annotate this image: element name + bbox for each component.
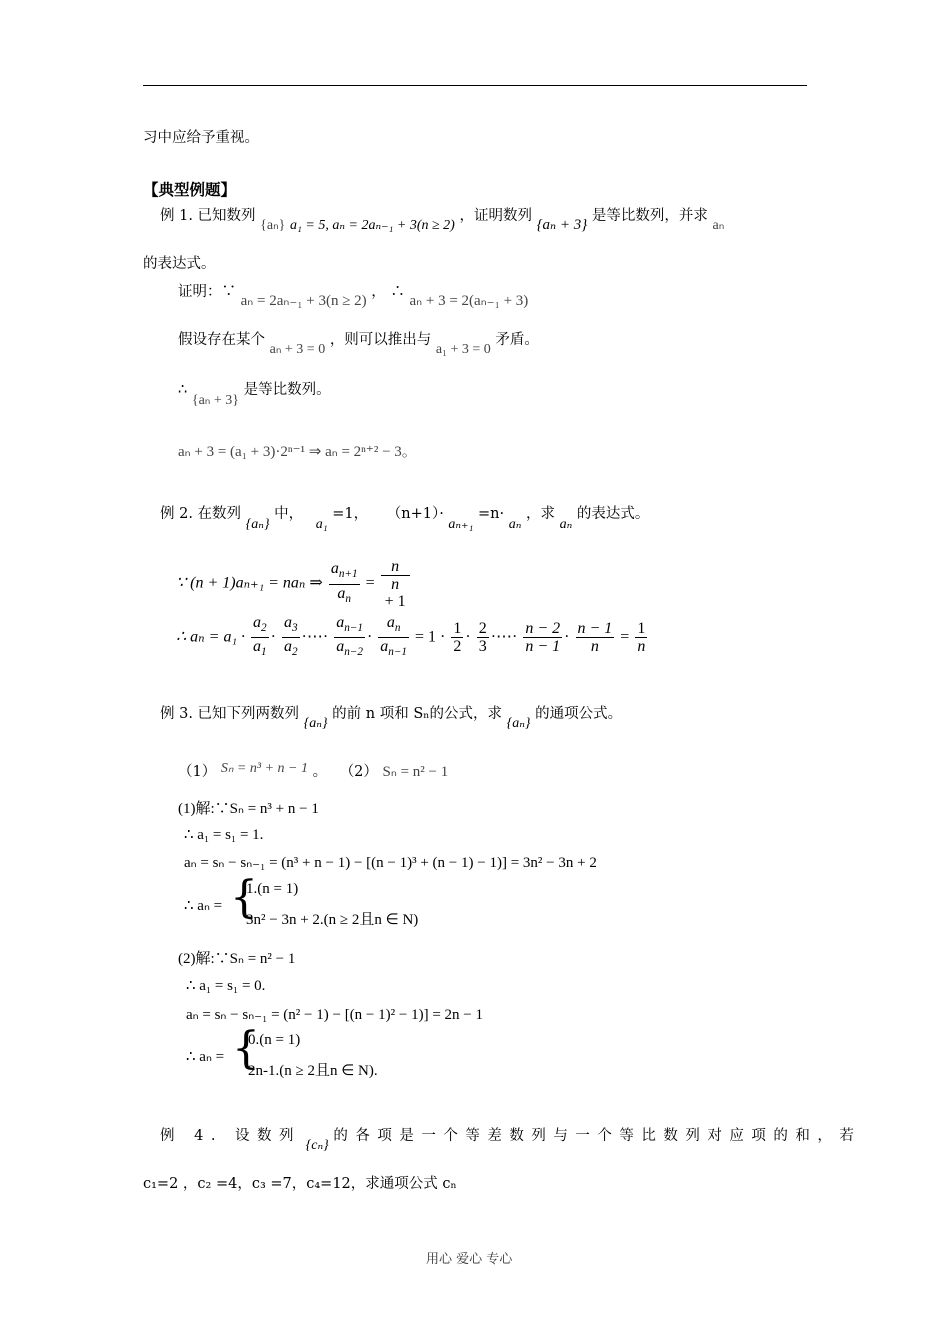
example-2-statement bbox=[160, 502, 650, 532]
ex1-assume-mid: ，则可以推出与 bbox=[329, 332, 432, 348]
ex1-proof-eq2: aₙ + 3 = 2(aₙ₋₁ + 3) bbox=[409, 293, 529, 309]
ex1-set: {aₙ} bbox=[260, 218, 286, 233]
ex3-solution-1-case-b: 3n² − 3n + 2.(n ≥ 2且n ∈ N) bbox=[246, 912, 419, 928]
ex3-case1-eq: Sₙ = n³ + n − 1 bbox=[220, 761, 308, 776]
ex3-solution-1-line3: aₙ = sₙ − sₙ₋₁ = (n³ + n − 1) − [(n − 1)³ + (n − 1) − 1)] = 3n² − 3n + 2 bbox=[184, 855, 597, 871]
ex1-proof-eq1: aₙ = 2aₙ₋₁ + 3(n ≥ 2) bbox=[240, 293, 367, 309]
ex3-case2-label: （2） bbox=[339, 764, 378, 780]
section-title: 【典型例题】 bbox=[143, 180, 237, 199]
header-rule bbox=[143, 85, 807, 86]
example-1-statement bbox=[160, 204, 725, 233]
therefore-icon: ∴ bbox=[178, 382, 188, 398]
ex1-assume-eq2: a₁ + 3 = 0 bbox=[435, 342, 491, 357]
ex3-solution-2-prefix: ∴ aₙ = bbox=[186, 1049, 225, 1065]
ex1-conclusion bbox=[178, 378, 331, 408]
ex2-rel: （n+1）· bbox=[386, 506, 444, 522]
left-brace-icon: { bbox=[232, 1023, 260, 1074]
ex1-assumption bbox=[178, 328, 539, 357]
ex2-tail: 的表达式。 bbox=[576, 506, 650, 522]
ex1-tail: 是等比数列，并求 bbox=[591, 208, 708, 224]
ex3-mid: 的前 n 项和 Sₙ的公式，求 bbox=[332, 706, 503, 722]
ex1-concl-text: 是等比数列。 bbox=[243, 382, 331, 398]
left-brace-icon: { bbox=[230, 872, 258, 923]
ex2-line1-lhs: ∵ (n + 1)aₙ₊₁ = naₙ ⇒ bbox=[176, 574, 323, 592]
ex3-set: {aₙ} bbox=[303, 716, 328, 731]
ex3-solution-2-case-a: 0.(n = 1) bbox=[248, 1032, 301, 1048]
ex3-solution-2-line3: aₙ = sₙ − sₙ₋₁ = (n² − 1) − [(n − 1)² − 1)] = 2n − 1 bbox=[186, 1007, 484, 1023]
ex4-set: {cₙ} bbox=[305, 1138, 329, 1153]
ex2-ask: ，求 bbox=[525, 506, 555, 522]
ex3-case1-end: 。 bbox=[312, 764, 328, 780]
ex3-case2-eq: Sₙ = n² − 1 bbox=[382, 764, 449, 780]
ex1-mid: ，证明数列 bbox=[459, 208, 532, 224]
ex2-eq1: =1， bbox=[332, 506, 369, 522]
ex2-an1: aₙ₊₁ bbox=[448, 517, 474, 532]
ex3-case1-label: （1） bbox=[178, 764, 217, 780]
ex1-condition: a₁ = 5, aₙ = 2aₙ₋₁ + 3(n ≥ 2) bbox=[290, 218, 455, 233]
ex1-final-eq: aₙ + 3 = (a₁ + 3)·2ⁿ⁻¹ ⇒ aₙ = 2ⁿ⁺² − 3 bbox=[178, 444, 402, 460]
ex3-solution-1-line2: ∴ a₁ = s₁ = 1. bbox=[184, 827, 264, 843]
ex4-line2: c₁=2 ，c₂ =4，c₃ =7，c₄=12，求通项公式 cₙ bbox=[143, 1176, 457, 1192]
ex1-assume-eq: aₙ + 3 = 0 bbox=[269, 342, 326, 357]
ex1-assume-text: 假设存在某个 bbox=[178, 332, 265, 348]
ex1-final-end: 。 bbox=[401, 444, 417, 460]
ex1-proof-line: 证明：∵ aₙ = 2aₙ₋₁ + 3(n ≥ 2) ， ∴ aₙ + 3 = 2(aₙ₋₁ + 3) bbox=[178, 284, 529, 309]
continuation-text: 习中应给予重视。 bbox=[143, 130, 259, 146]
ex1-assume-tail: 矛盾。 bbox=[495, 332, 539, 348]
ex2-a1: a₁ bbox=[315, 517, 328, 532]
ex1-prefix: 例 1. 已知数列 bbox=[160, 208, 256, 224]
n-over-n-plus-1-fraction: n n + 1 bbox=[381, 558, 410, 610]
therefore-icon: ∴ bbox=[390, 284, 405, 300]
ex1-proof-label: 证明：∵ bbox=[178, 284, 236, 300]
ex3-cases bbox=[178, 760, 448, 781]
ex3-solution-2-case-b: 2n-1.(n ≥ 2且n ∈ N). bbox=[248, 1063, 378, 1079]
ex4-prefix: 例 4. 设数列 bbox=[160, 1128, 302, 1144]
ex2-set: {aₙ} bbox=[245, 517, 270, 532]
page-footer: 用心 爱心 专心 bbox=[426, 1252, 513, 1267]
ex2-prefix: 例 2. 在数列 bbox=[160, 506, 242, 522]
ex2-target: aₙ bbox=[559, 517, 573, 532]
ex1-final-formula bbox=[178, 440, 417, 461]
ex2-eqn: =n· bbox=[477, 506, 505, 522]
example-3-statement bbox=[160, 702, 623, 731]
ex3-prefix: 例 3. 已知下列两数列 bbox=[160, 706, 300, 722]
ex2-derivation-line1: ∵ (n + 1)aₙ₊₁ = naₙ ⇒ $\frac{a_{n+1}}{a_n}$ = n n + 1 bbox=[176, 558, 412, 610]
ex2-line2-lhs: ∴ aₙ = a₁ · bbox=[176, 628, 246, 646]
ex1-set-plus3: {aₙ + 3} bbox=[536, 217, 588, 233]
ex3-solution-2-line1: (2)解:∵Sₙ = n² − 1 bbox=[178, 951, 296, 967]
ex1-concl-set: {aₙ + 3} bbox=[191, 393, 239, 408]
example-4-statement bbox=[160, 1124, 862, 1153]
ex4-text: 的各项是一个等差数列与一个等比数列对应项的和，若 bbox=[333, 1128, 862, 1144]
ex3-set2: {aₙ} bbox=[506, 716, 531, 731]
ex3-solution-1-case-a: 1.(n = 1) bbox=[246, 881, 299, 897]
ex3-tail: 的通项公式。 bbox=[535, 706, 623, 722]
ex3-solution-2-line2: ∴ a₁ = s₁ = 0. bbox=[186, 978, 266, 994]
ex2-mid: 中， bbox=[274, 506, 304, 522]
ex3-solution-1-line1: (1)解:∵Sₙ = n³ + n − 1 bbox=[178, 801, 319, 817]
ex3-solution-1-prefix: ∴ aₙ = bbox=[184, 898, 223, 914]
ex2-an: aₙ bbox=[508, 517, 522, 532]
ex1-target: aₙ bbox=[712, 218, 725, 233]
ex2-derivation-line2: ∴ aₙ = a₁ · $\frac{a_2}{a_1}$ · $\frac{a_3}{a_2}$ ·⋯· $\frac{a_{n-1}}{a_{n-2}}$ · $\frac{a_n}{a_{n-1}}$ = 1 · $\frac{1}{2}$ · $\frac{2}{3}$ ·⋯· $\frac{n - 2}{n - 1}$ · $\frac{n - 1}{n}$ = $\frac{1}{n}$ bbox=[176, 614, 646, 659]
ex1-line2: 的表达式。 bbox=[143, 256, 216, 272]
ratio-fraction: $\frac{a_{n+1}}{a_n}$ bbox=[330, 560, 358, 605]
